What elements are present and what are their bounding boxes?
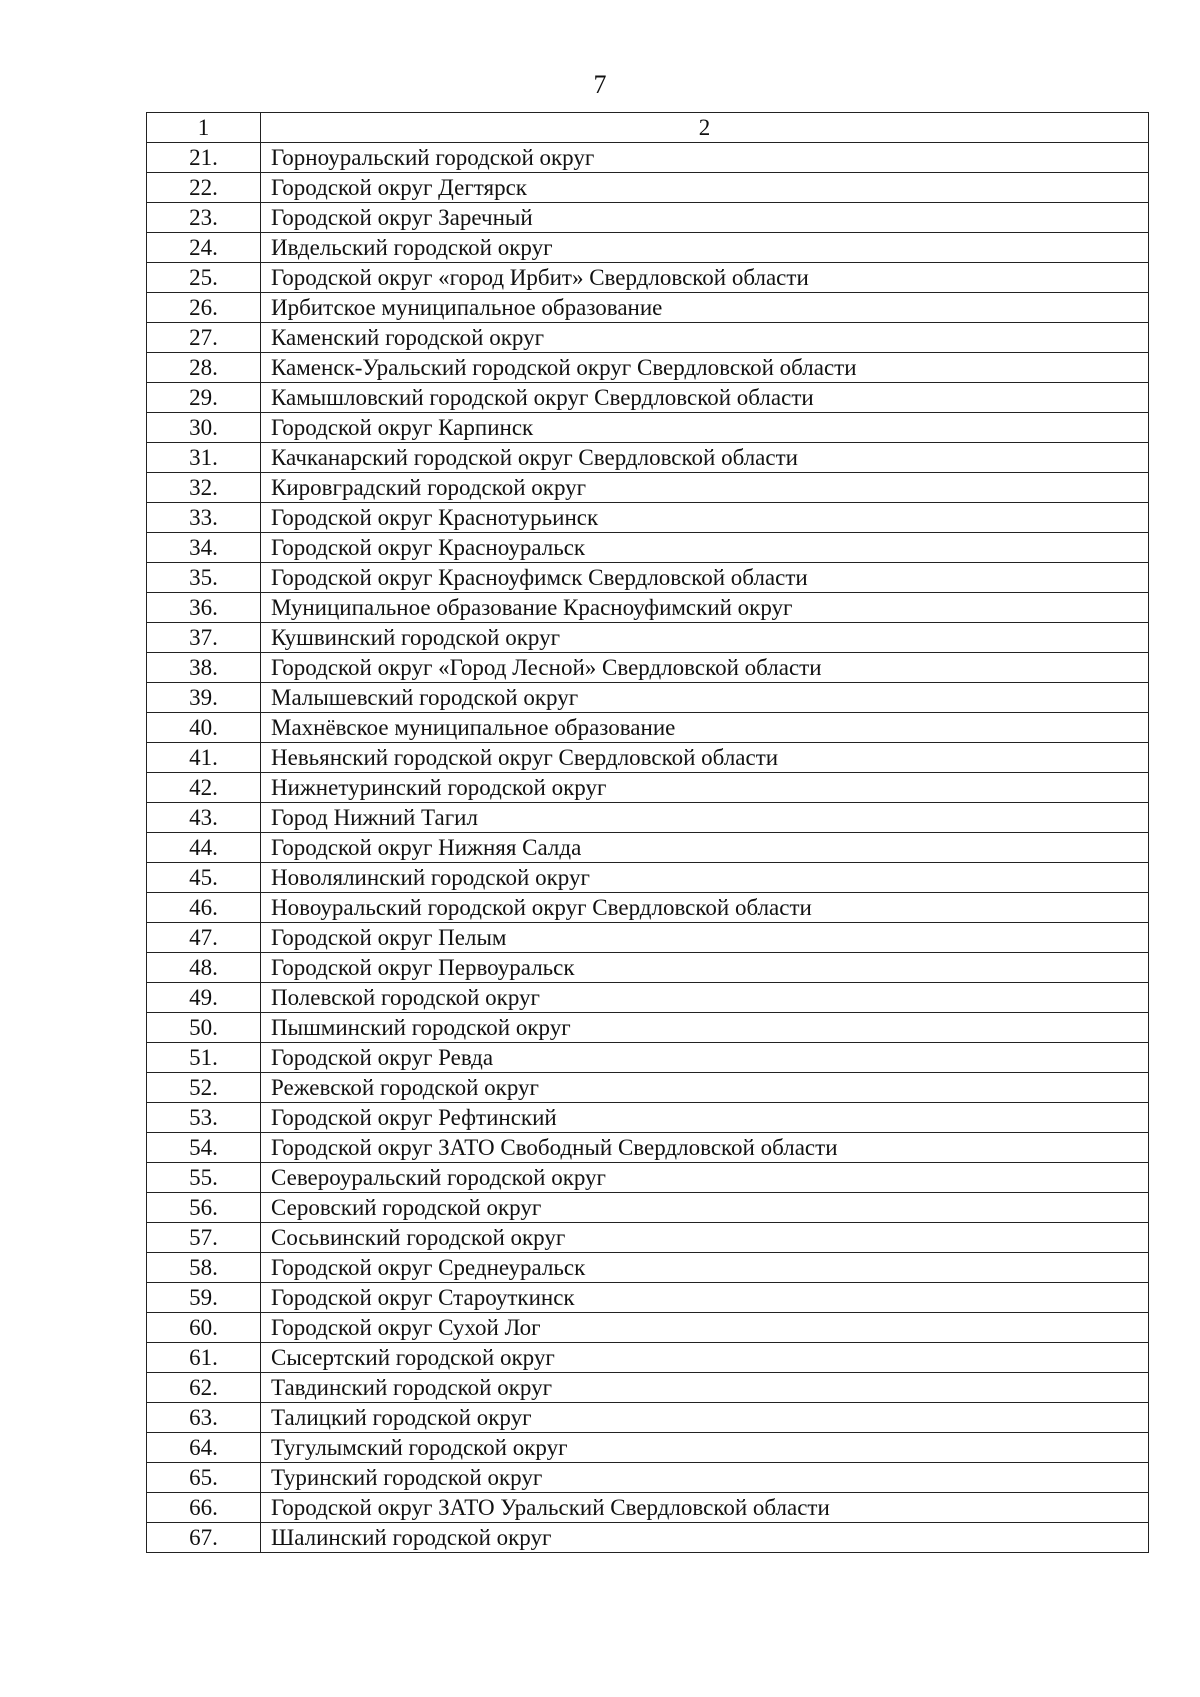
table-row [147,923,1149,953]
table-header-row [147,113,1149,143]
table-row [147,1223,1149,1253]
table-row [147,443,1149,473]
municipality-name-cell: Сысертский городской округ [261,1343,1149,1373]
table-row [147,713,1149,743]
row-number-cell: 26. [147,293,261,323]
municipality-name-cell: Малышевский городской округ [261,683,1149,713]
table-row [147,233,1149,263]
table-row [147,893,1149,923]
municipality-name-cell: Нижнетуринский городской округ [261,773,1149,803]
table-row [147,863,1149,893]
table-row [147,293,1149,323]
municipality-name-cell: Невьянский городской округ Свердловской области [261,743,1149,773]
municipality-name-cell: Каменск-Уральский городской округ Свердловской области [261,353,1149,383]
table-row [147,1463,1149,1493]
municipality-name-cell: Городской округ Среднеуральск [261,1253,1149,1283]
table-row [147,803,1149,833]
municipality-name-cell: Городской округ Рефтинский [261,1103,1149,1133]
row-number-cell: 41. [147,743,261,773]
table-row [147,1193,1149,1223]
municipality-name-cell: Городской округ Сухой Лог [261,1313,1149,1343]
row-number-cell: 28. [147,353,261,383]
row-number-cell: 27. [147,323,261,353]
municipality-name-cell: Серовский городской округ [261,1193,1149,1223]
row-number-cell: 62. [147,1373,261,1403]
municipality-name-cell: Режевской городской округ [261,1073,1149,1103]
row-number-cell: 31. [147,443,261,473]
row-number-cell: 22. [147,173,261,203]
row-number-cell: 43. [147,803,261,833]
table-row [147,503,1149,533]
municipality-name-cell: Городской округ «Город Лесной» Свердловской области [261,653,1149,683]
table-row [147,983,1149,1013]
row-number-cell: 39. [147,683,261,713]
row-number-cell: 47. [147,923,261,953]
municipality-name-cell: Каменский городской округ [261,323,1149,353]
row-number-cell: 24. [147,233,261,263]
municipality-name-cell: Тавдинский городской округ [261,1373,1149,1403]
row-number-cell: 45. [147,863,261,893]
row-number-cell: 49. [147,983,261,1013]
table-row [147,1493,1149,1523]
table-row [147,533,1149,563]
table-row [147,593,1149,623]
municipality-name-cell: Городской округ Ревда [261,1043,1149,1073]
table-row [147,1343,1149,1373]
municipality-name-cell: Городской округ Заречный [261,203,1149,233]
row-number-cell: 50. [147,1013,261,1043]
municipality-name-cell: Городской округ Дегтярск [261,173,1149,203]
municipality-name-cell: Ирбитское муниципальное образование [261,293,1149,323]
row-number-cell: 63. [147,1403,261,1433]
table-row [147,743,1149,773]
row-number-cell: 40. [147,713,261,743]
row-number-cell: 52. [147,1073,261,1103]
row-number-cell: 65. [147,1463,261,1493]
municipality-name-cell: Ивдельский городской округ [261,233,1149,263]
table-row [147,1253,1149,1283]
row-number-cell: 60. [147,1313,261,1343]
row-number-cell: 23. [147,203,261,233]
row-number-cell: 48. [147,953,261,983]
table-row [147,473,1149,503]
municipality-name-cell: Полевской городской округ [261,983,1149,1013]
municipality-name-cell: Город Нижний Тагил [261,803,1149,833]
municipality-name-cell: Махнёвское муниципальное образование [261,713,1149,743]
table-row [147,773,1149,803]
municipality-name-cell: Городской округ Краснотурьинск [261,503,1149,533]
table-row [147,563,1149,593]
table-row [147,353,1149,383]
municipality-name-cell: Тугулымский городской округ [261,1433,1149,1463]
row-number-cell: 35. [147,563,261,593]
municipality-name-cell: Городской округ Красноуральск [261,533,1149,563]
table-row [147,1283,1149,1313]
table-row [147,953,1149,983]
table-row [147,203,1149,233]
table-row [147,623,1149,653]
municipality-name-cell: Городской округ ЗАТО Свободный Свердловской области [261,1133,1149,1163]
table-row [147,1043,1149,1073]
table-row [147,833,1149,863]
municipality-name-cell: Шалинский городской округ [261,1523,1149,1553]
row-number-cell: 30. [147,413,261,443]
table-row [147,653,1149,683]
table-row [147,143,1149,173]
row-number-cell: 59. [147,1283,261,1313]
table-row [147,1013,1149,1043]
municipality-name-cell: Городской округ «город Ирбит» Свердловской области [261,263,1149,293]
table-row [147,1073,1149,1103]
row-number-cell: 53. [147,1103,261,1133]
row-number-cell: 67. [147,1523,261,1553]
municipality-name-cell: Сосьвинский городской округ [261,1223,1149,1253]
row-number-cell: 56. [147,1193,261,1223]
row-number-cell: 42. [147,773,261,803]
row-number-cell: 25. [147,263,261,293]
page-number: 7 [593,70,607,99]
row-number-cell: 37. [147,623,261,653]
table-row [147,1373,1149,1403]
row-number-cell: 57. [147,1223,261,1253]
row-number-cell: 46. [147,893,261,923]
municipality-name-cell: Городской округ Нижняя Салда [261,833,1149,863]
municipality-name-cell: Талицкий городской округ [261,1403,1149,1433]
table-row [147,383,1149,413]
municipality-name-cell: Городской округ Староуткинск [261,1283,1149,1313]
municipality-name-cell: Кировградский городской округ [261,473,1149,503]
municipality-name-cell: Новолялинский городской округ [261,863,1149,893]
municipality-name-cell: Муниципальное образование Красноуфимский округ [261,593,1149,623]
header-cell-col1: 1 [147,113,261,143]
table-row [147,263,1149,293]
municipality-name-cell: Новоуральский городской округ Свердловской области [261,893,1149,923]
row-number-cell: 38. [147,653,261,683]
municipality-name-cell: Городской округ Пелым [261,923,1149,953]
municipality-name-cell: Качканарский городской округ Свердловской области [261,443,1149,473]
table-row [147,1163,1149,1193]
table-row [147,173,1149,203]
municipality-name-cell: Горноуральский городской округ [261,143,1149,173]
municipality-name-cell: Туринский городской округ [261,1463,1149,1493]
row-number-cell: 29. [147,383,261,413]
row-number-cell: 55. [147,1163,261,1193]
row-number-cell: 33. [147,503,261,533]
row-number-cell: 58. [147,1253,261,1283]
row-number-cell: 36. [147,593,261,623]
table-row [147,1103,1149,1133]
row-number-cell: 61. [147,1343,261,1373]
table-row [147,1523,1149,1553]
row-number-cell: 54. [147,1133,261,1163]
row-number-cell: 21. [147,143,261,173]
municipalities-table [146,112,1149,1553]
table-row [147,1433,1149,1463]
header-cell-col2: 2 [261,113,1149,143]
municipality-name-cell: Городской округ Красноуфимск Свердловской области [261,563,1149,593]
table-row [147,1133,1149,1163]
table-row [147,1313,1149,1343]
row-number-cell: 32. [147,473,261,503]
municipality-name-cell: Пышминский городской округ [261,1013,1149,1043]
municipality-name-cell: Городской округ Карпинск [261,413,1149,443]
table-row [147,323,1149,353]
row-number-cell: 51. [147,1043,261,1073]
row-number-cell: 64. [147,1433,261,1463]
row-number-cell: 34. [147,533,261,563]
row-number-cell: 44. [147,833,261,863]
municipality-name-cell: Североуральский городской округ [261,1163,1149,1193]
municipality-name-cell: Камышловский городской округ Свердловской области [261,383,1149,413]
row-number-cell: 66. [147,1493,261,1523]
table-row [147,1403,1149,1433]
table-body [147,113,1149,1553]
table-row [147,413,1149,443]
municipality-name-cell: Городской округ ЗАТО Уральский Свердловской области [261,1493,1149,1523]
table-row [147,683,1149,713]
municipality-name-cell: Кушвинский городской округ [261,623,1149,653]
municipality-name-cell: Городской округ Первоуральск [261,953,1149,983]
